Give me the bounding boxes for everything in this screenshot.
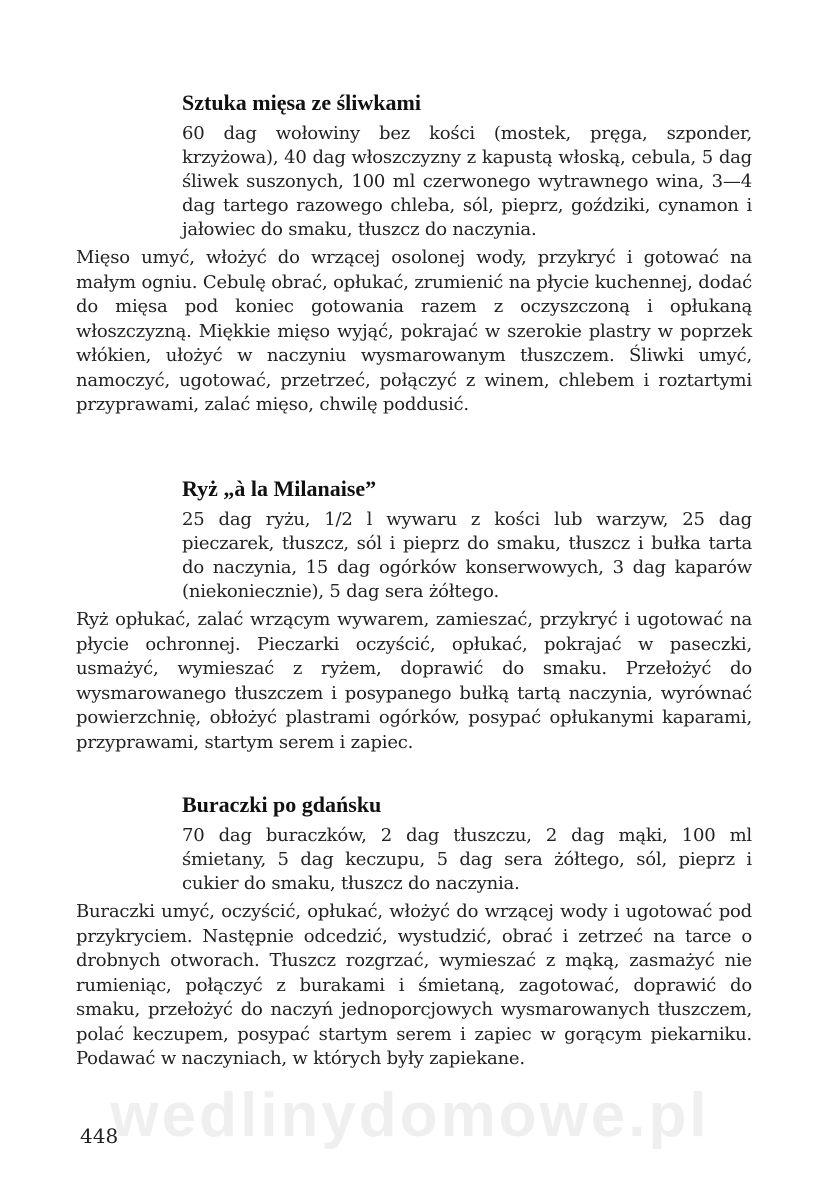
recipe-ryz-milanaise bbox=[76, 474, 752, 755]
watermark: wedlinydomowe.pl bbox=[110, 1081, 710, 1150]
page-number: 448 bbox=[80, 1124, 119, 1148]
recipe-method: Mięso umyć, włożyć do wrzącej osolonej wody, przykryć i gotować na małym ogniu. Cebulę obrać, opłukać, zrumienić na płycie kuchennej, dodać do mięsa pod koniec gotowania razem z oczyszczoną i opłukaną włoszczyzną. Miękkie mięso wyjąć, pokrajać w szerokie plastry w poprzek włókien, ułożyć w naczyniu wysmarowanym tłuszczem. Śliwki umyć, namoczyć, ugotować, przetrzeć, połączyć z winem, chlebem i roztartymi przyprawami, zalać mięso, chwilę poddusić. bbox=[76, 247, 752, 415]
recipe-method: Ryż opłukać, zalać wrzącym wywarem, zamieszać, przykryć i ugotować na płycie ochronnej. Pieczarki oczyścić, opłukać, pokrajać w paseczki, usmażyć, wymieszać z ryżem, doprawić do smaku. Przełożyć do wysmarowanego tłuszczem i posypanego bułką tartą naczynia, wyrównać powierzchnię, obłożyć plastrami ogórków, posypać opłukanymi kaparami, przyprawami, startym serem i zapiec. bbox=[76, 609, 752, 753]
recipe-ingredients: 25 dag ryżu, 1/2 l wywaru z kości lub warzyw, 25 dag pieczarek, tłuszcz, sól i pieprz do smaku, tłuszcz i bułka tarta do naczynia, 15 dag ogórków konserwowych, 3 dag kaparów (niekoniecznie), 5 dag sera żółtego. bbox=[182, 509, 752, 602]
recipe-title: Buraczki po gdańsku bbox=[182, 792, 382, 817]
recipe-sztuka-miesa bbox=[76, 88, 752, 418]
recipe-title: Ryż „à la Milanaise” bbox=[182, 476, 377, 501]
recipe-title: Sztuka mięsa ze śliwkami bbox=[182, 90, 421, 115]
recipe-ingredients: 60 dag wołowiny bez kości (mostek, pręga, szponder, krzyżowa), 40 dag włoszczyzny z kapustą włoską, cebula, 5 dag śliwek suszonych, 100 ml czerwonego wytrawnego wina, 3—4 dag tartego razowego chleba, sól, pieprz, goździki, cynamon i jałowiec do smaku, tłuszcz do naczynia. bbox=[182, 123, 752, 240]
recipe-ingredients: 70 dag buraczków, 2 dag tłuszczu, 2 dag mąki, 100 ml śmietany, 5 dag keczupu, 5 dag sera żółtego, sól, pieprz i cukier do smaku, tłuszcz do naczynia. bbox=[182, 825, 752, 894]
recipe-buraczki-po-gdansku bbox=[76, 790, 752, 1072]
recipe-method: Buraczki umyć, oczyścić, opłukać, włożyć do wrzącej wody i ugotować pod przykryciem. Następnie odcedzić, wystudzić, obrać i zetrzeć na tarce o drobnych otworach. Tłuszcz rozgrzać, wymieszać z mąką, zasmażyć nie rumieniąc, połączyć z burakami i śmietaną, zagotować, doprawić do smaku, przełożyć do naczyń jednoporcjowych wysmarowanych tłuszczem, polać keczupem, posypać startym serem i zapiec w gorącym piekarniku. Podawać w naczyniach, w których były zapiekane. bbox=[76, 901, 752, 1069]
